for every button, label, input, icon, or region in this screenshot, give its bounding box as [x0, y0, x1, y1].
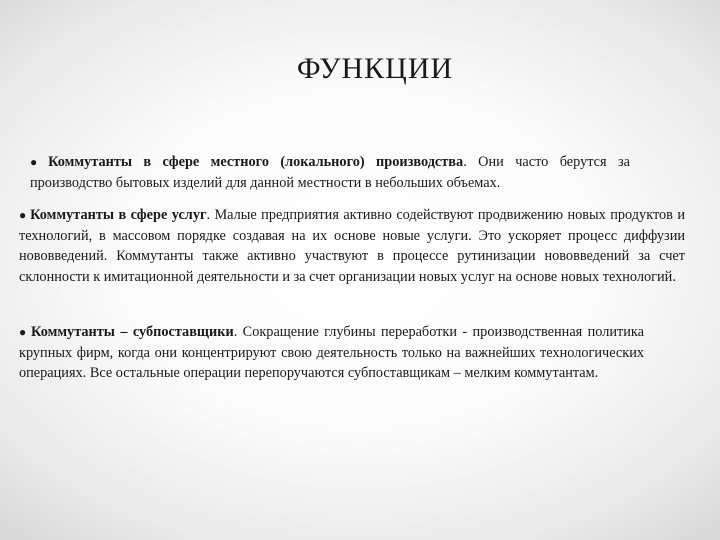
bullet-icon: ● [19, 208, 28, 222]
bullet-icon: ● [30, 155, 46, 169]
bullet-icon: ● [19, 325, 29, 339]
paragraph-text: . Малые предприятия активно содействуют продвижению новых продуктов и технологий, в массовом порядке создавая на их основе новые услуги. Это ускоряет процесс диффузии нововведений. Коммутанты также активно участвуют в процессе рутинизации нововведений за счет склонности к имитационной деятельности и за счет организации новых услуг на основе новых технологий. [19, 207, 686, 285]
paragraph-local-production [30, 152, 630, 193]
slide-title: ФУНКЦИИ [296, 52, 454, 85]
paragraph-subcontractors [19, 322, 644, 384]
paragraph-text: . Они часто берутся за производство бытовых изделий для данной местности в небольших объемах. [30, 154, 631, 191]
paragraph-lead: Коммутанты – субпоставщики [31, 324, 234, 340]
paragraph-text: . Сокращение глубины переработки - производственная политика крупных фирм, когда они концентрируют свою деятельность только на важнейших технологических операциях. Все остальные операции перепоручаются субпоставщикам – мелким коммутантам. [19, 324, 644, 381]
paragraph-lead: Коммутанты в сфере услуг [30, 207, 207, 223]
paragraph-lead: Коммутанты в сфере местного (локального) производства [48, 154, 464, 170]
paragraph-services [19, 205, 685, 287]
